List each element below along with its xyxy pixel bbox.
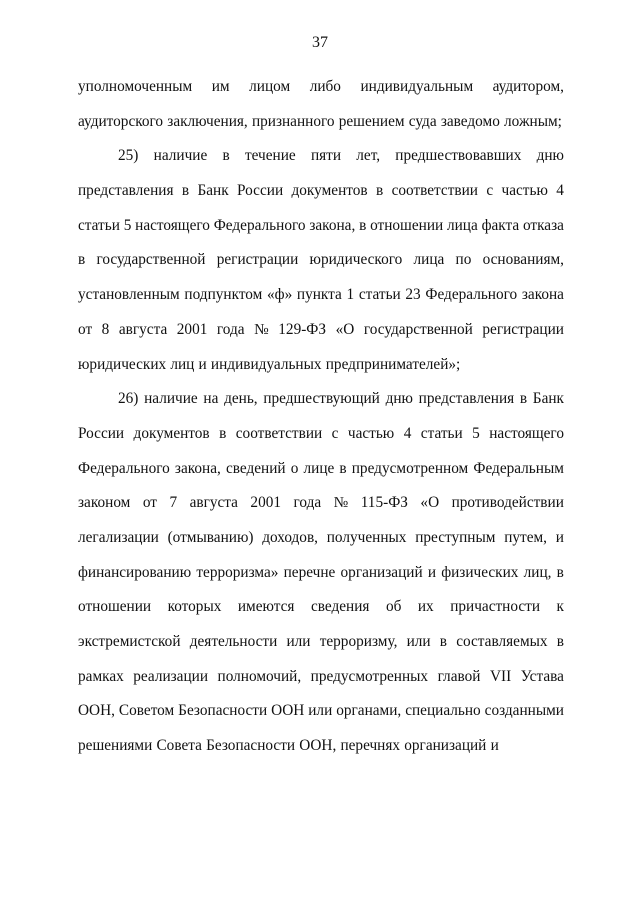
text-line: Федерального закона, сведений о лице в предусмотренном Федеральным — [78, 459, 564, 477]
text-line: 26) наличие на день, предшествующий дню представления в Банк — [118, 390, 564, 408]
page-number: 37 — [312, 34, 328, 51]
text-line: законом от 7 августа 2001 года № 115-ФЗ «О противодействии — [78, 494, 564, 512]
text-line: уполномоченным им лицом либо индивидуальным аудитором, — [78, 78, 564, 95]
paragraph — [78, 139, 564, 382]
text-line: в государственной регистрации юридического лица по основаниям, — [78, 251, 564, 269]
text-line: финансированию терроризма» перечне организаций и физических лиц, в — [78, 563, 564, 581]
text-line: представления в Банк России документов в соответствии с частью 4 — [78, 182, 564, 200]
text-line: отношении которых имеются сведения об их причастности к — [78, 598, 564, 616]
document-body — [78, 70, 564, 764]
text-line: аудиторского заключения, признанного решением суда заведомо ложным; — [78, 112, 562, 130]
text-line: рамках реализации полномочий, предусмотренных главой VII Устава — [78, 667, 564, 685]
text-line: статьи 5 настоящего Федерального закона, в отношении лица факта отказа — [78, 216, 564, 234]
text-line: ООН, Советом Безопасности ООН или органами, специально созданными — [78, 702, 564, 720]
text-line: юридических лиц и индивидуальных предпринимателей»; — [78, 355, 461, 373]
text-line: легализации (отмыванию) доходов, полученных преступным путем, и — [78, 528, 564, 546]
text-line: России документов в соответствии с частью 4 статьи 5 настоящего — [78, 424, 564, 442]
text-line: 25) наличие в течение пяти лет, предшествовавших дню — [118, 147, 564, 165]
text-line: от 8 августа 2001 года № 129-ФЗ «О государственной регистрации — [78, 320, 564, 338]
text-line: экстремистской деятельности или терроризму, или в составляемых в — [78, 633, 564, 650]
paragraph — [78, 382, 564, 764]
text-line: установленным подпунктом «ф» пункта 1 статьи 23 Федерального закона — [78, 286, 564, 304]
text-line: решениями Совета Безопасности ООН, перечнях организаций и — [78, 737, 499, 755]
paragraph — [78, 70, 564, 139]
